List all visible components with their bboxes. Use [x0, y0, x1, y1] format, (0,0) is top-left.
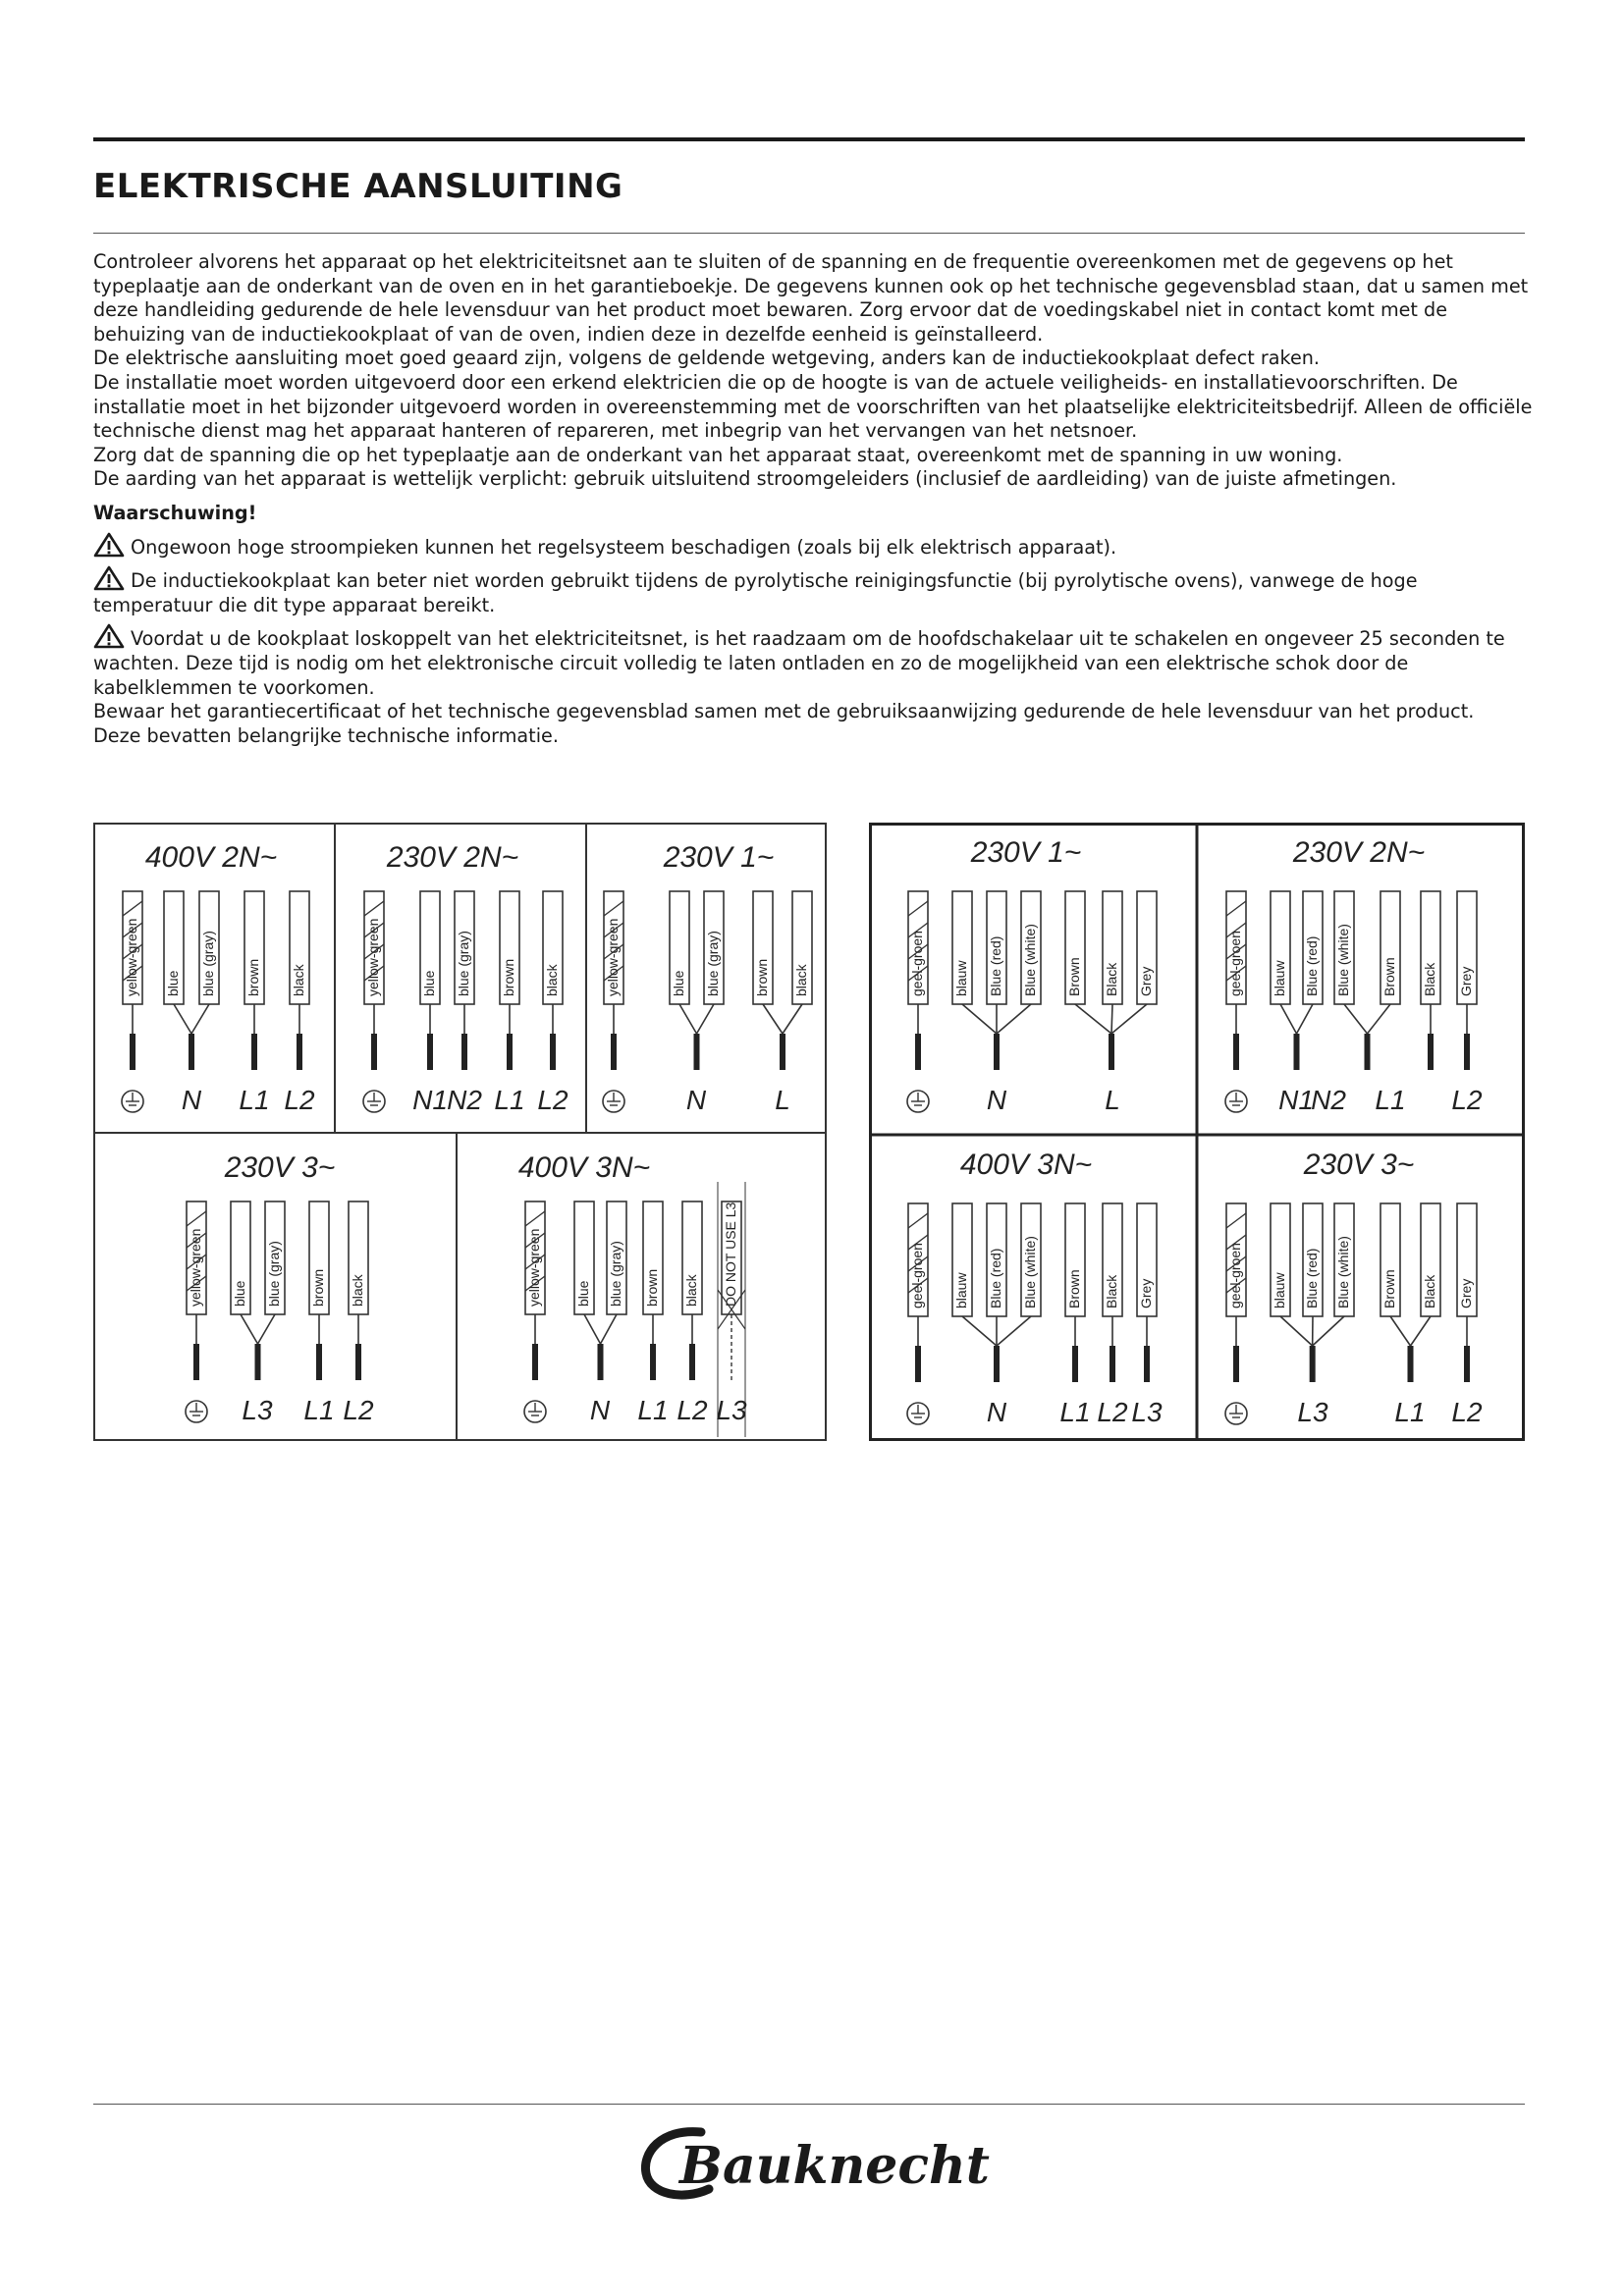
wire-black [1103, 891, 1122, 1004]
wire-blauw [952, 1203, 972, 1316]
panel-400v-2n [122, 841, 315, 1115]
wire-label: blue [165, 970, 181, 996]
panel-230v-3 [186, 1151, 374, 1425]
wire-blue-red [1303, 891, 1323, 1004]
paragraph: De elektrische aansluiting moet goed geaard zijn, volgens de geldende wetgeving, anders kan de inductiekookplaat defect raken. [93, 347, 1321, 370]
wire-blue-gray [607, 1201, 626, 1314]
wire-junction [1075, 1004, 1147, 1070]
wire-label: Brown [1381, 1269, 1397, 1308]
panel-title: 230V 2N~ [1292, 836, 1426, 869]
wire-black [792, 891, 812, 1004]
wire-blue-white [1334, 1203, 1354, 1316]
wire-junction [763, 1004, 802, 1070]
terminal-l1: L1 [494, 1085, 525, 1115]
wire-label: brown [245, 958, 261, 996]
wire-black [1103, 1203, 1122, 1382]
panel-title: 230V 1~ [970, 836, 1082, 869]
wire-label: Grey [1458, 966, 1474, 996]
wire-label: brown [501, 958, 516, 996]
wire-label: Brown [1381, 957, 1397, 996]
wire-label: Black [1104, 1274, 1119, 1308]
wire-label: Grey [1138, 1278, 1154, 1308]
wiring-diagram-left [93, 823, 827, 1441]
terminal-l1: L1 [1375, 1085, 1406, 1115]
wire-geel-groen [1226, 891, 1246, 1070]
wire-yellow-green [364, 891, 384, 1070]
wire-label: brown [644, 1268, 660, 1307]
wire-junction [1280, 1004, 1313, 1070]
wire-blue [574, 1201, 594, 1314]
earth-ground-icon [907, 1091, 929, 1112]
paragraph: De aarding van het apparaat is wettelijk verplicht: gebruik uitsluitend stroomgeleiders (inclusief de aardleiding) van de juiste afmetingen. [93, 467, 1397, 491]
bauknecht-logo [640, 2124, 994, 2203]
panel-230v-1 [603, 841, 812, 1115]
wiring-diagram-right-svg [869, 823, 1525, 1441]
terminal-l2: L2 [284, 1085, 315, 1115]
wire-brown [1065, 1203, 1085, 1382]
wire-blauw [1271, 1203, 1290, 1316]
wire-label: brown [310, 1268, 326, 1307]
wire-blauw [952, 891, 972, 1004]
terminal-l2: L2 [343, 1395, 374, 1425]
wire-black [1421, 1203, 1440, 1316]
panel-title: 230V 3~ [1303, 1148, 1415, 1181]
wire-label: Brown [1066, 1269, 1082, 1308]
wire-label: blauw [953, 1272, 969, 1308]
wire-black [543, 891, 563, 1070]
wire-blue [420, 891, 440, 1070]
wire-blue-red [987, 1203, 1006, 1316]
wire-brown [1065, 891, 1085, 1004]
terminal-n: N [986, 1397, 1007, 1427]
brand-logo [640, 2124, 994, 2203]
wire-label: blue [575, 1280, 591, 1307]
panel-title: 230V 2N~ [386, 841, 519, 874]
wire-label: Blue (white) [1335, 924, 1351, 996]
wire-yellow-green [525, 1201, 545, 1380]
wire-junction [1280, 1316, 1344, 1382]
panel-title: 230V 1~ [663, 841, 775, 874]
wiring-diagram-left-svg [93, 823, 827, 1441]
wire-grey [1457, 1203, 1477, 1382]
terminal-n: N [986, 1085, 1007, 1115]
terminal-n: N [589, 1395, 611, 1425]
terminal-l2: L2 [1097, 1397, 1128, 1427]
wire-label: blue (gray) [266, 1241, 282, 1307]
wire-label: Black [1104, 962, 1119, 996]
terminal-l3: L3 [1131, 1397, 1163, 1427]
terminal-n2: N2 [447, 1085, 482, 1115]
title-rule [93, 233, 1525, 234]
wire-label: Black [1422, 962, 1437, 996]
wire-label: Brown [1066, 957, 1082, 996]
terminal-l2: L2 [537, 1085, 568, 1115]
wire-label: geel-groen [909, 931, 925, 996]
wire-label: blue [421, 970, 437, 996]
top-rule [93, 137, 1525, 141]
terminal-n1: N1 [1278, 1085, 1314, 1115]
closing-paragraph: Deze bevatten belangrijke technische informatie. [93, 723, 559, 747]
wire-black [682, 1201, 702, 1380]
wire-yellow-green [123, 891, 142, 1070]
wire-blue-gray [265, 1201, 285, 1314]
wire-junction [679, 1004, 714, 1070]
wire-blue-red [987, 891, 1006, 1004]
bottom-rule [93, 2104, 1525, 2105]
earth-ground-icon [524, 1401, 546, 1422]
terminal-l2: L2 [1451, 1397, 1483, 1427]
warning-text: Ongewoon hoge stroompieken kunnen het regelsysteem beschadigen (zoals bij elk elektrisch apparaat). [131, 535, 1117, 559]
paragraph: De installatie moet worden uitgevoerd door een erkend elektricien die op de hoogte is van de actuele veiligheids- en installatievoorschriften. De installatie moet in het bijzonder uitgevoerd worden in overeenstemming met de voorschriften van het plaatselijke elektriciteitsbedrijf. Alleen de officiële technische dienst mag het apparaat hanteren of repareren, met inbegrip van het vervangen van het netsnoer. [93, 370, 1533, 443]
wire-label: Blue (red) [988, 1248, 1003, 1308]
panel-title: 230V 3~ [224, 1151, 336, 1184]
wire-label: Grey [1138, 966, 1154, 996]
wire-brown [753, 891, 773, 1004]
wiring-diagram-right [869, 823, 1525, 1441]
wire-label: geel-groen [1227, 931, 1243, 996]
panel-400v-3n [518, 1151, 747, 1437]
wire-label: black [350, 1274, 365, 1307]
wire-brown [643, 1201, 663, 1380]
wire-label: geel-groen [1227, 1243, 1243, 1308]
terminal-l2: L2 [1451, 1085, 1483, 1115]
wire-label: blauw [953, 960, 969, 996]
wire-black [349, 1201, 368, 1380]
warning-text: Voordat u de kookplaat loskoppelt van het elektriciteitsnet, is het raadzaam om de hoofdschakelaar uit te schakelen en ongeveer 25 seconden te wachten. Deze tijd is nodig om het elektronische circuit volledig te laten ontladen en zo de mogelijkheid van een elektrische schok door de kabelklemmen te voorkomen. [93, 627, 1505, 699]
wire-yellow-green [604, 891, 623, 1070]
terminal-l2: L2 [677, 1395, 708, 1425]
panel-400v-3n [907, 1148, 1163, 1427]
warning-triangle-icon [93, 623, 125, 649]
terminal-l1: L1 [239, 1085, 270, 1115]
warning-triangle-icon [93, 532, 125, 558]
panel-title: 400V 3N~ [517, 1151, 651, 1184]
paragraph: Controleer alvorens het apparaat op het elektriciteitsnet aan te sluiten of de spanning en de frequentie overeenkomen met de gegevens op het typeplaatje aan de onderkant van de oven en in het garantieboekje. De gegevens kunnen ook op het technische gegevensblad staan, dat u samen met deze handleiding gedurende de hele levensduur van het product moet bewaren. Zorg ervoor dat de voedingskabel niet in contact komt met de behuizing van de inductiekookplaat of van de oven, indien deze in dezelfde eenheid is geïnstalleerd. [93, 250, 1529, 346]
wire-black [290, 891, 309, 1070]
terminal-l1: L1 [1059, 1397, 1091, 1427]
wire-blue-gray [704, 891, 724, 1004]
wire-label: Blue (red) [1304, 935, 1320, 996]
terminal-l3: L3 [1297, 1397, 1328, 1427]
wire-label: blue (gray) [200, 931, 216, 996]
earth-ground-icon [1225, 1403, 1247, 1424]
wire-brown [1380, 891, 1400, 1004]
wire-label: Blue (red) [988, 935, 1003, 996]
wire-junction [241, 1314, 275, 1380]
earth-ground-icon [1225, 1091, 1247, 1112]
wire-label: blauw [1272, 960, 1287, 996]
warning-text: De inductiekookplaat kan beter niet worden gebruikt tijdens de pyrolytische reinigingsfunctie (bij pyrolytische ovens), vanwege de hoge temperatuur die dit type apparaat bereikt. [93, 569, 1418, 616]
wire-label: blue (gray) [705, 931, 721, 996]
panel-230v-2n [363, 841, 568, 1115]
terminal-l: L [775, 1085, 790, 1115]
wire-blue-white [1021, 891, 1041, 1004]
wire-label: black [291, 964, 306, 996]
wire-grey [1457, 891, 1477, 1070]
earth-ground-icon [907, 1403, 929, 1424]
wire-blue-gray [199, 891, 219, 1004]
terminal-l: L [1105, 1085, 1120, 1115]
earth-ground-icon [363, 1091, 385, 1112]
page-title: ELEKTRISCHE AANSLUITING [93, 167, 623, 206]
wire-label: blue [232, 1280, 247, 1307]
wire-label: Blue (white) [1022, 924, 1038, 996]
wire-label: Blue (red) [1304, 1248, 1320, 1308]
wire-blue [164, 891, 184, 1004]
terminal-n2: N2 [1311, 1085, 1346, 1115]
panel-title: 400V 3N~ [959, 1148, 1093, 1181]
brand-wordmark: Bauknecht [679, 2136, 990, 2196]
earth-ground-icon [603, 1091, 624, 1112]
terminal-l3: L3 [242, 1395, 273, 1425]
wire-brown [500, 891, 519, 1070]
wire-label: blauw [1272, 1272, 1287, 1308]
panel-230v-2n [1225, 836, 1483, 1115]
paragraph: Zorg dat de spanning die op het typeplaatje aan de onderkant van het apparaat staat, overeenkomt met de spanning in uw woning. [93, 443, 1343, 466]
wire-brown [244, 891, 264, 1070]
wire-blauw [1271, 891, 1290, 1004]
terminal-l3: L3 [716, 1395, 747, 1425]
earth-ground-icon [186, 1401, 207, 1422]
wire-yellow-green [187, 1201, 206, 1380]
wire-geel-groen [908, 891, 928, 1070]
terminal-n1: N1 [412, 1085, 448, 1115]
warning-heading: Waarschuwing! [93, 501, 257, 524]
wire-geel-groen [1226, 1203, 1246, 1382]
warning-triangle-icon [93, 565, 125, 591]
wire-junction [584, 1314, 617, 1380]
wire-label: brown [754, 958, 770, 996]
panel-230v-1 [907, 836, 1157, 1115]
body-text [93, 250, 1537, 748]
wire-black [1421, 891, 1440, 1070]
terminal-n: N [685, 1085, 707, 1115]
wire-blue [231, 1201, 250, 1314]
wire-blue-red [1303, 1203, 1323, 1316]
wire-brown [1380, 1203, 1400, 1316]
panel-title: 400V 2N~ [144, 841, 278, 874]
warning-item [93, 565, 1537, 617]
terminal-l1: L1 [637, 1395, 669, 1425]
wire-label: black [683, 1274, 699, 1307]
wire-junction [962, 1004, 1031, 1070]
terminal-l1: L1 [303, 1395, 335, 1425]
wire-label: yellow-green [365, 918, 381, 996]
wire-label: Blue (white) [1022, 1236, 1038, 1308]
panel-230v-3 [1225, 1148, 1483, 1427]
wire-label: blue [671, 970, 686, 996]
wire-junction [174, 1004, 209, 1070]
wire-label: blue (gray) [456, 931, 471, 996]
wire-blue-gray [455, 891, 474, 1070]
terminal-n: N [181, 1085, 202, 1115]
wire-label: black [793, 964, 809, 996]
wire-label: black [544, 964, 560, 996]
warning-item [93, 623, 1537, 700]
closing-paragraph: Bewaar het garantiecertificaat of het technische gegevensblad samen met de gebruiksaanwijzing gedurende de hele levensduur van het product. [93, 700, 1475, 723]
wire-grey [1137, 891, 1157, 1004]
wire-label: yellow-green [605, 918, 621, 996]
wire-label: Blue (white) [1335, 1236, 1351, 1308]
wire-geel-groen [908, 1203, 928, 1382]
wire-label: yellow-green [188, 1228, 203, 1307]
wire-blue-white [1021, 1203, 1041, 1316]
wire-label: Grey [1458, 1278, 1474, 1308]
wire-grey [1137, 1203, 1157, 1382]
wire-label: blue (gray) [608, 1241, 623, 1307]
wire-label: yellow-green [124, 918, 139, 996]
terminal-l1: L1 [1394, 1397, 1426, 1427]
warning-item [93, 532, 1537, 561]
earth-ground-icon [122, 1091, 143, 1112]
wire-blue [670, 891, 689, 1004]
wire-junction [1390, 1316, 1431, 1382]
wire-label: DO NOT USE L3 [723, 1201, 738, 1307]
wire-junction [962, 1316, 1031, 1382]
wire-label: yellow-green [526, 1228, 542, 1307]
wire-label: geel-groen [909, 1243, 925, 1308]
wire-brown [309, 1201, 329, 1380]
wire-junction [1344, 1004, 1390, 1070]
wire-label: Black [1422, 1274, 1437, 1308]
wire-blue-white [1334, 891, 1354, 1004]
